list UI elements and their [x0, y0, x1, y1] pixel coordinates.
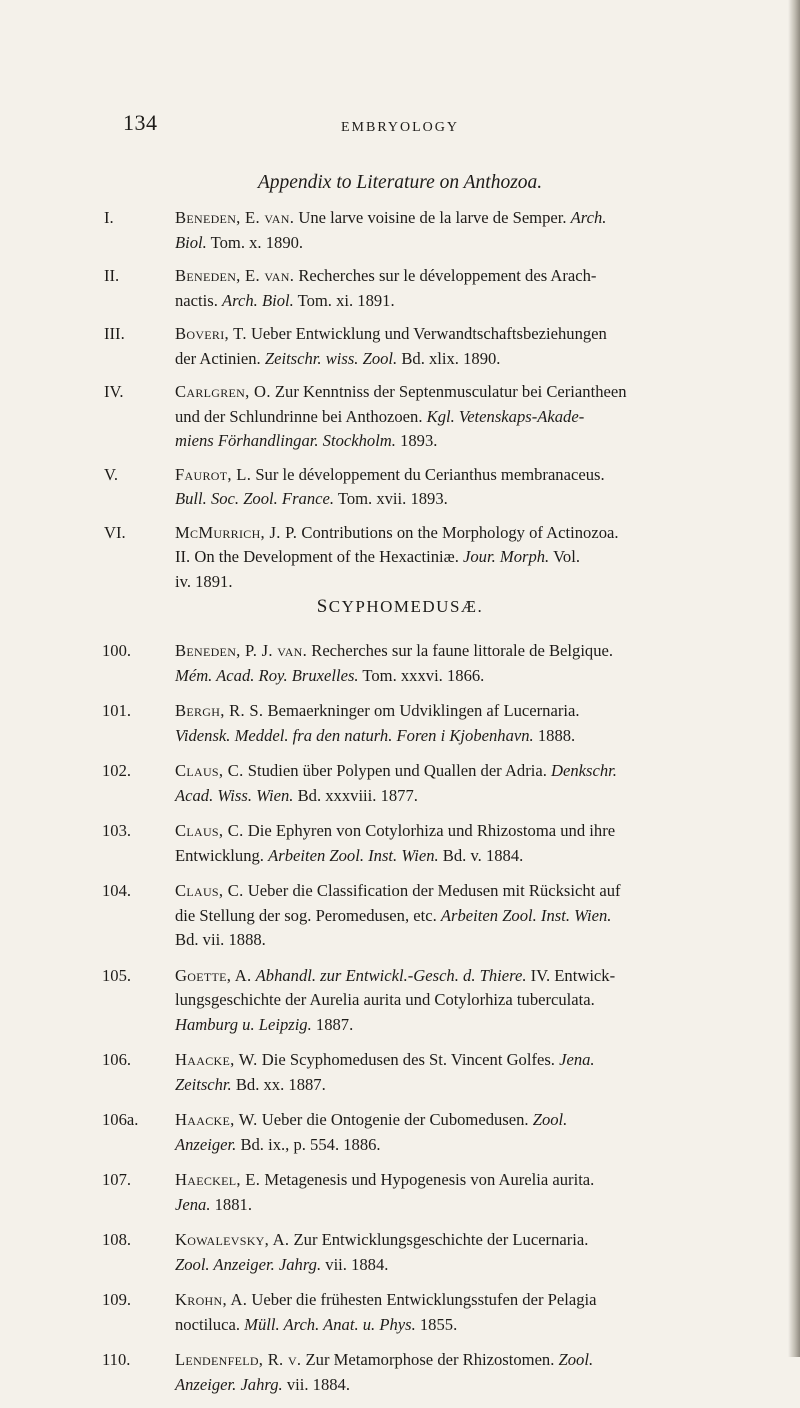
- reference-text: und der Schlundrinne bei Anthozoen.: [175, 406, 427, 426]
- reference-line: [175, 639, 778, 664]
- reference-text: 1893.: [395, 431, 438, 450]
- reference-italic-text: Kgl. Vetenskaps-Akade-: [426, 406, 585, 426]
- reference-author: Faurot, L.: [175, 464, 252, 484]
- reference-text: 1887.: [311, 1014, 354, 1034]
- reference-entry: 107. Haeckel, E. Metagenesis und Hypogenesis von Aurelia aurita. Jena. 1881.: [0, 1168, 800, 1217]
- reference-italic-text: Zeitschr.: [175, 1074, 232, 1094]
- reference-line: [175, 487, 778, 512]
- reference-author: McMurrich, J. P.: [175, 522, 298, 542]
- reference-line: [175, 819, 778, 844]
- reference-text: Zur Entwicklungsgeschichte der Lucernaria.: [293, 1230, 589, 1249]
- reference-italic-text: Biol.: [175, 232, 207, 252]
- reference-italic-text: Anzeiger. Jahrg.: [175, 1374, 283, 1394]
- reference-text: lungsgeschichte der Aurelia aurita und Cotylorhiza tuberculata.: [175, 990, 595, 1009]
- reference-italic-text: Jour. Morph.: [463, 547, 550, 566]
- reference-text: Zur Kenntniss der Septenmusculatur bei Ceriantheen: [274, 382, 627, 401]
- reference-text: der Actinien.: [175, 348, 265, 368]
- reference-line: [175, 405, 778, 430]
- reference-line: [175, 759, 778, 784]
- section-heading: [0, 596, 800, 618]
- reference-text: 1881.: [210, 1194, 252, 1214]
- reference-text: nactis.: [175, 290, 223, 310]
- reference-line: [175, 699, 778, 724]
- reference-entry: I. Beneden, E. van. Une larve voisine de la larve de Semper. Arch. Biol. Tom. x. 1890.: [0, 206, 800, 255]
- reference-text: iv. 1891.: [175, 571, 233, 591]
- reference-italic-text: Arbeiten Zool. Inst. Wien.: [440, 905, 612, 925]
- reference-italic-text: Mém. Acad. Roy. Bruxelles.: [175, 665, 359, 685]
- reference-italic-text: Zool.: [558, 1350, 594, 1369]
- reference-author: Claus, C.: [175, 881, 244, 900]
- reference-text: Zur Metamorphose der Rhizostomen.: [305, 1350, 559, 1369]
- reference-italic-text: Acad. Wiss. Wien.: [175, 785, 294, 805]
- reference-italic-text: Arbeiten Zool. Inst. Wien.: [268, 845, 439, 865]
- reference-text: Bd. xlix. 1890.: [397, 348, 501, 368]
- reference-line: [175, 1373, 778, 1398]
- reference-line: [175, 988, 778, 1013]
- reference-author: Beneden, P. J. van.: [175, 641, 308, 660]
- reference-text: Tom. xvii. 1893.: [334, 489, 448, 508]
- reference-text: vii. 1884.: [282, 1374, 351, 1394]
- reference-italic-text: Vidensk. Meddel. fra den naturh. Foren i Kjobenhavn.: [175, 725, 534, 745]
- reference-text: Une larve voisine de la larve de Semper.: [298, 208, 571, 227]
- reference-author: Beneden, E. van.: [175, 208, 295, 227]
- reference-line: [175, 570, 778, 595]
- reference-entry: 106. Haacke, W. Die Scyphomedusen des St. Vincent Golfes. Jena. Zeitschr. Bd. xx. 1887.: [0, 1048, 800, 1097]
- reference-line: [175, 784, 778, 809]
- reference-entry: 109. Krohn, A. Ueber die frühesten Entwicklungsstufen der Pelagia noctiluca. Müll. Arch. Anat. u. Phys. 1855.: [0, 1288, 800, 1337]
- reference-line: [175, 1013, 778, 1038]
- reference-italic-text: Abhandl. zur Entwickl.-Gesch. d. Thiere.: [255, 965, 527, 985]
- reference-text: IV. Entwick-: [526, 965, 616, 985]
- reference-text: Tom. xxxvi. 1866.: [358, 665, 485, 685]
- reference-line: [175, 1348, 778, 1373]
- running-head: EMBRYOLOGY: [340, 120, 459, 135]
- reference-line: [175, 322, 778, 347]
- reference-entry: 108. Kowalevsky, A. Zur Entwicklungsgeschichte der Lucernaria. Zool. Anzeiger. Jahrg. vii. 1884.: [0, 1228, 800, 1277]
- reference-entry: IV. Carlgren, O. Zur Kenntniss der Septenmusculatur bei Ceriantheen und der Schlundrinne bei Anthozoen. Kgl. Vetenskaps-Akade- miens Förhandlingar. Stockholm. 1893.: [0, 380, 800, 454]
- reference-line: [175, 347, 778, 372]
- reference-line: [175, 463, 778, 488]
- reference-italic-text: Zool.: [532, 1110, 568, 1129]
- reference-author: Boveri, T.: [175, 324, 247, 343]
- reference-line: [175, 1228, 778, 1253]
- reference-line: [175, 1193, 778, 1218]
- reference-line: [175, 1168, 778, 1193]
- reference-text: Contributions on the Morphology of Actinozoa.: [301, 522, 619, 542]
- reference-entry: 110. Lendenfeld, R. v. Zur Metamorphose der Rhizostomen. Zool. Anzeiger. Jahrg. vii. 1884.: [0, 1348, 800, 1397]
- reference-author: Claus, C.: [175, 821, 244, 840]
- reference-author: Beneden, E. van.: [175, 266, 295, 285]
- reference-entry: 106a. Haacke, W. Ueber die Ontogenie der Cubomedusen. Zool. Anzeiger. Bd. ix., p. 554. 1886.: [0, 1108, 800, 1157]
- reference-text: Die Scyphomedusen des St. Vincent Golfes.: [261, 1050, 560, 1069]
- reference-line: [175, 231, 778, 256]
- reference-entry: II. Beneden, E. van. Recherches sur le développement des Arach- nactis. Arch. Biol. Tom. xi. 1891.: [0, 264, 800, 313]
- reference-text: Bd. vii. 1888.: [175, 930, 266, 949]
- reference-italic-text: Denkschr.: [551, 761, 617, 780]
- reference-author: Claus, C.: [175, 761, 244, 780]
- reference-text: noctiluca.: [175, 1314, 245, 1334]
- reference-text: Metagenesis und Hypogenesis von Aurelia aurita.: [264, 1170, 595, 1189]
- reference-text: Ueber die frühesten Entwicklungsstufen der Pelagia: [251, 1290, 597, 1309]
- reference-author: Haacke, W.: [175, 1110, 258, 1129]
- reference-italic-text: Anzeiger.: [175, 1134, 237, 1154]
- reference-text: Vol.: [549, 547, 580, 566]
- reference-line: [175, 724, 778, 749]
- reference-entry: 103. Claus, C. Die Ephyren von Cotylorhiza und Rhizostoma und ihre Entwicklung. Arbeiten Zool. Inst. Wien. Bd. v. 1884.: [0, 819, 800, 868]
- reference-author: Haeckel, E.: [175, 1170, 261, 1189]
- section-heading-initial: S: [316, 596, 329, 617]
- reference-line: [175, 429, 778, 454]
- reference-italic-text: Arch.: [570, 208, 607, 227]
- reference-author: Lendenfeld, R. v.: [175, 1350, 302, 1369]
- reference-author: Haacke, W.: [175, 1050, 258, 1069]
- reference-entry: 104. Claus, C. Ueber die Classification der Medusen mit Rücksicht auf die Stellung der sog. Peromedusen, etc. Arbeiten Zool. Inst. Wien. Bd. vii. 1888.: [0, 879, 800, 953]
- reference-italic-text: Jena.: [559, 1050, 595, 1069]
- reference-text: Recherches sur la faune littorale de Belgique.: [311, 641, 614, 660]
- reference-italic-text: Zool. Anzeiger. Jahrg.: [175, 1254, 322, 1274]
- reference-line: [175, 1253, 778, 1278]
- scyphomedusae-reference-list: [0, 639, 800, 1408]
- reference-entry: 101. Bergh, R. S. Bemaerkninger om Udviklingen af Lucernaria. Vidensk. Meddel. fra den naturh. Foren i Kjobenhavn. 1888.: [0, 699, 800, 748]
- reference-italic-text: Arch. Biol.: [222, 290, 294, 310]
- reference-entry: 102. Claus, C. Studien über Polypen und Quallen der Adria. Denkschr. Acad. Wiss. Wien. Bd. xxxviii. 1877.: [0, 759, 800, 808]
- reference-line: [175, 545, 778, 570]
- reference-italic-text: Hamburg u. Leipzig.: [175, 1014, 312, 1034]
- reference-text: Entwicklung.: [175, 845, 269, 865]
- reference-text: Studien über Polypen und Quallen der Adria.: [247, 761, 552, 780]
- section-heading-rest: CYPHOMEDUSÆ.: [328, 597, 484, 616]
- reference-author: Bergh, R. S.: [175, 701, 264, 720]
- page-number: 134: [123, 110, 158, 135]
- reference-line: [175, 928, 778, 953]
- reference-line: [175, 521, 778, 546]
- reference-text: II. On the Development of the Hexactiniæ.: [175, 547, 464, 566]
- reference-text: Tom. x. 1890.: [206, 232, 304, 252]
- reference-entry: V. Faurot, L. Sur le développement du Cerianthus membranaceus. Bull. Soc. Zool. France. Tom. xvii. 1893.: [0, 463, 800, 512]
- reference-italic-text: miens Förhandlingar. Stockholm.: [175, 431, 396, 450]
- reference-text: Ueber Entwicklung und Verwandtschaftsbeziehungen: [250, 324, 607, 343]
- reference-text: Bemaerkninger om Udviklingen af Lucernaria.: [267, 701, 580, 720]
- reference-author: Kowalevsky, A.: [175, 1230, 290, 1249]
- reference-line: [175, 264, 778, 289]
- appendix-title: Appendix to Literature on Anthozoa.: [257, 172, 543, 193]
- reference-line: [175, 1048, 778, 1073]
- reference-line: [175, 1313, 778, 1338]
- reference-line: [175, 1073, 778, 1098]
- reference-italic-text: Müll. Arch. Anat. u. Phys.: [244, 1314, 416, 1334]
- reference-line: [175, 844, 778, 869]
- reference-text: die Stellung der sog. Peromedusen, etc.: [175, 905, 441, 925]
- reference-text: Die Ephyren von Cotylorhiza und Rhizostoma und ihre: [247, 821, 616, 840]
- reference-line: [175, 879, 778, 904]
- reference-line: [175, 206, 778, 231]
- reference-author: Carlgren, O.: [175, 382, 271, 401]
- reference-line: [175, 289, 778, 314]
- reference-text: Bd. xx. 1887.: [231, 1074, 326, 1094]
- reference-text: Bd. ix., p. 554. 1886.: [236, 1134, 381, 1154]
- reference-italic-text: Bull. Soc. Zool. France.: [175, 489, 335, 508]
- reference-author: Goette, A.: [175, 965, 252, 985]
- reference-italic-text: Jena.: [175, 1194, 211, 1214]
- reference-entry: III. Boveri, T. Ueber Entwicklung und Verwandtschaftsbeziehungen der Actinien. Zeitschr. wiss. Zool. Bd. xlix. 1890.: [0, 322, 800, 371]
- reference-author: Krohn, A.: [175, 1290, 248, 1309]
- reference-text: Tom. xi. 1891.: [293, 290, 395, 310]
- reference-text: Bd. xxxviii. 1877.: [293, 785, 418, 805]
- reference-line: [175, 664, 778, 689]
- reference-text: 1888.: [533, 725, 576, 745]
- reference-line: [175, 1108, 778, 1133]
- reference-line: [175, 1133, 778, 1158]
- reference-entry: 100. Beneden, P. J. van. Recherches sur la faune littorale de Belgique. Mém. Acad. Roy. Bruxelles. Tom. xxxvi. 1866.: [0, 639, 800, 688]
- reference-entry: VI. McMurrich, J. P. Contributions on the Morphology of Actinozoa. II. On the Development of the Hexactiniæ. Jour. Morph. Vol. iv. 1891.: [0, 521, 800, 595]
- reference-line: [175, 380, 778, 405]
- reference-line: [175, 1288, 778, 1313]
- reference-text: Recherches sur le développement des Arach-: [298, 266, 597, 285]
- reference-text: Bd. v. 1884.: [438, 845, 524, 865]
- reference-entry: 105. Goette, A. Abhandl. zur Entwickl.-Gesch. d. Thiere. IV. Entwick- lungsgeschichte der Aurelia aurita und Cotylorhiza tuberculata. Hamburg u. Leipzig. 1887.: [0, 964, 800, 1038]
- reference-text: 1855.: [415, 1314, 458, 1334]
- reference-text: vii. 1884.: [321, 1254, 389, 1274]
- scan-page-edge: [788, 0, 800, 1357]
- anthozoa-reference-list: [0, 206, 800, 603]
- reference-text: Ueber die Classification der Medusen mit Rücksicht auf: [247, 881, 621, 900]
- reference-line: [175, 904, 778, 929]
- reference-italic-text: Zeitschr. wiss. Zool.: [264, 348, 398, 368]
- reference-line: [175, 964, 778, 989]
- reference-text: Sur le développement du Cerianthus membranaceus.: [255, 464, 605, 484]
- reference-text: Ueber die Ontogenie der Cubomedusen.: [261, 1110, 533, 1129]
